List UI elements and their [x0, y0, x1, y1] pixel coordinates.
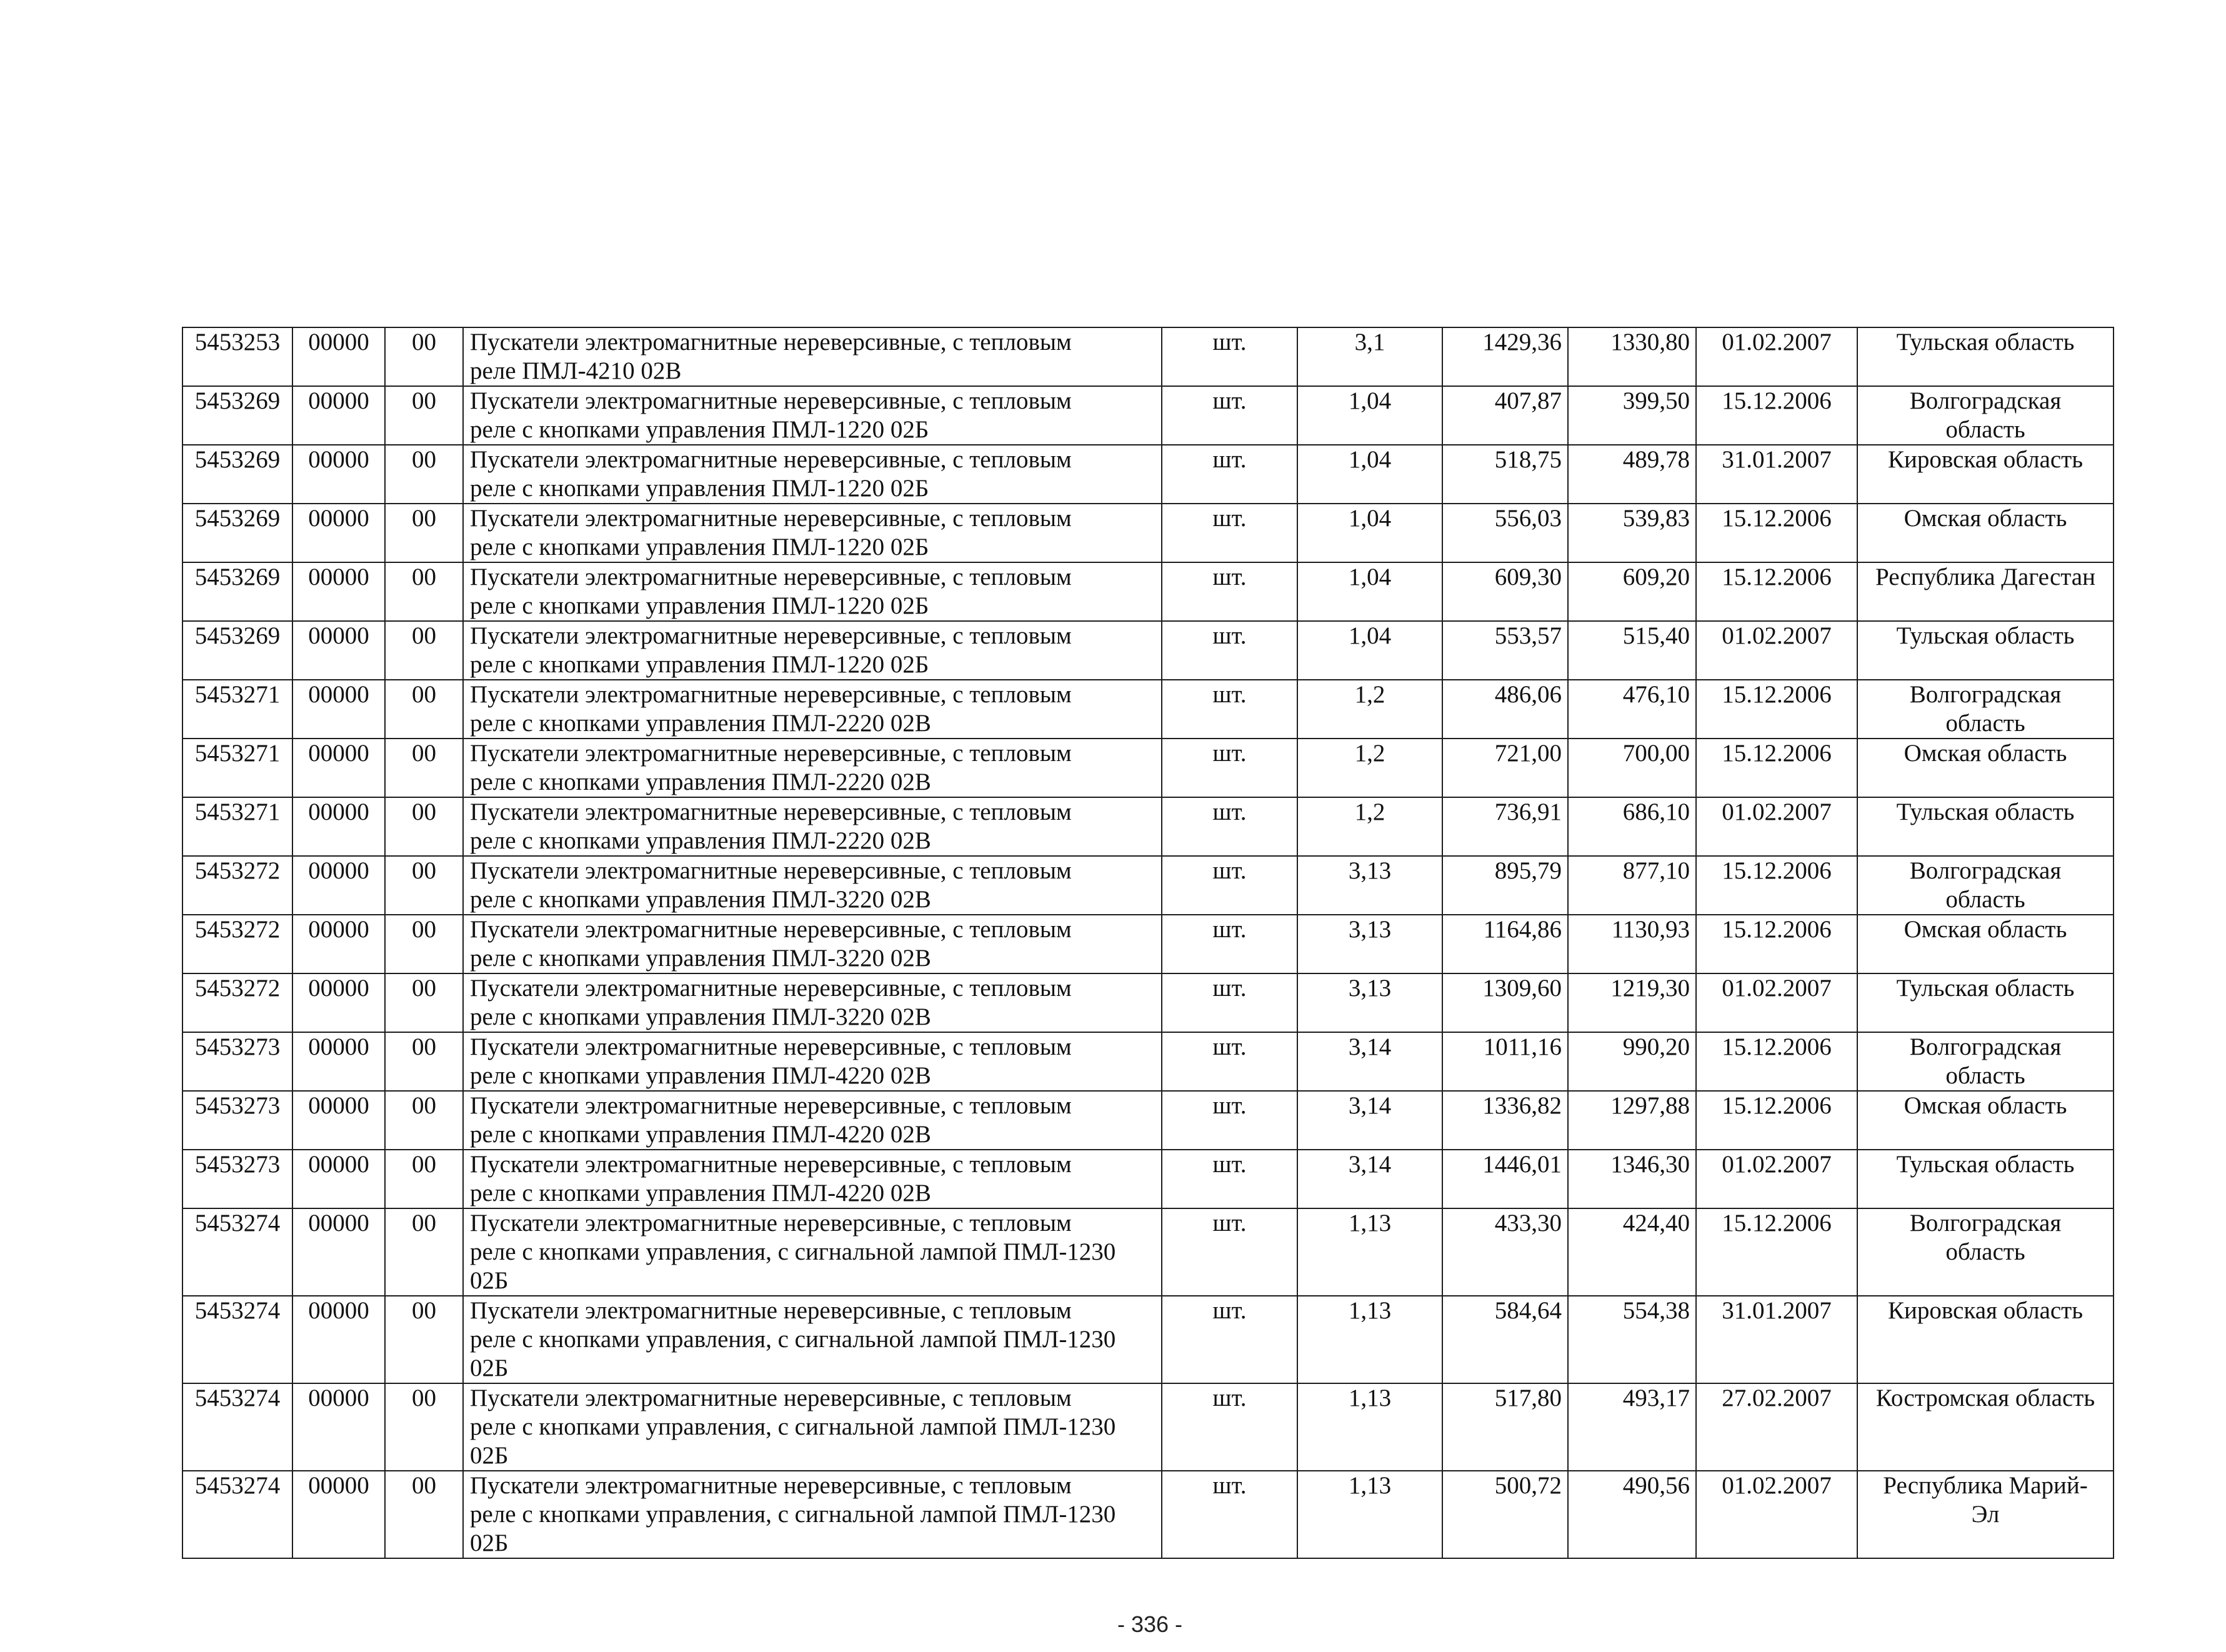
description-line: 02Б — [470, 1530, 509, 1556]
table-row — [182, 856, 2114, 915]
price-a-cell: 500,72 — [1442, 1471, 1568, 1558]
date-cell: 15.12.2006 — [1696, 1091, 1857, 1150]
description-cell — [463, 1296, 1162, 1383]
region-cell — [1857, 1296, 2114, 1383]
unit-cell: шт. — [1162, 1383, 1297, 1471]
table-row — [182, 1471, 2114, 1558]
region-line: Кировская область — [1887, 446, 2084, 473]
variant-cell: 00 — [385, 1150, 463, 1208]
unit-cell: шт. — [1162, 973, 1297, 1032]
price-b-cell: 424,40 — [1568, 1208, 1696, 1296]
region-line: Омская область — [1904, 1092, 2067, 1119]
table-row — [182, 327, 2114, 386]
description-cell — [463, 1150, 1162, 1208]
price-b-cell: 490,56 — [1568, 1471, 1696, 1558]
price-b-cell: 539,83 — [1568, 504, 1696, 562]
region-line: Костромская область — [1875, 1385, 2095, 1411]
region-cell — [1857, 562, 2114, 621]
factor-cell: 3,13 — [1297, 973, 1442, 1032]
price-b-cell: 493,17 — [1568, 1383, 1696, 1471]
description-cell — [463, 1032, 1162, 1091]
region-line: Волгоградская — [1909, 681, 2062, 708]
description-line: реле с кнопками управления ПМЛ-3220 02В — [470, 1003, 931, 1030]
price-a-cell: 1011,16 — [1442, 1032, 1568, 1091]
price-a-cell: 517,80 — [1442, 1383, 1568, 1471]
description-cell — [463, 562, 1162, 621]
description-cell — [463, 504, 1162, 562]
factor-cell: 1,2 — [1297, 739, 1442, 797]
region-cell — [1857, 739, 2114, 797]
variant-cell: 00 — [385, 797, 463, 856]
factor-cell: 1,13 — [1297, 1208, 1442, 1296]
description-line: Пускатели электромагнитные нереверсивные, с тепловым — [470, 1472, 1072, 1499]
subcode-cell: 00000 — [292, 386, 385, 445]
price-b-cell: 515,40 — [1568, 621, 1696, 680]
price-b-cell: 700,00 — [1568, 739, 1696, 797]
factor-cell: 1,04 — [1297, 504, 1442, 562]
factor-cell: 3,13 — [1297, 856, 1442, 915]
description-line: реле с кнопками управления, с сигнальной лампой ПМЛ-1230 — [470, 1326, 1116, 1353]
region-cell — [1857, 680, 2114, 739]
factor-cell: 1,04 — [1297, 562, 1442, 621]
price-a-cell: 1309,60 — [1442, 973, 1568, 1032]
factor-cell: 1,2 — [1297, 797, 1442, 856]
region-cell — [1857, 797, 2114, 856]
variant-cell: 00 — [385, 1032, 463, 1091]
description-line: реле с кнопками управления ПМЛ-3220 02В — [470, 886, 931, 913]
price-b-cell: 877,10 — [1568, 856, 1696, 915]
description-line: Пускатели электромагнитные нереверсивные, с тепловым — [470, 329, 1072, 356]
region-cell — [1857, 445, 2114, 504]
variant-cell: 00 — [385, 504, 463, 562]
code-cell: 5453272 — [182, 973, 292, 1032]
price-a-cell: 1164,86 — [1442, 915, 1568, 973]
subcode-cell: 00000 — [292, 504, 385, 562]
description-line: Пускатели электромагнитные нереверсивные, с тепловым — [470, 857, 1072, 884]
description-line: реле с кнопками управления ПМЛ-1220 02Б — [470, 592, 929, 619]
table-row — [182, 1032, 2114, 1091]
description-line: 02Б — [470, 1355, 509, 1381]
table-row — [182, 1383, 2114, 1471]
variant-cell: 00 — [385, 327, 463, 386]
price-b-cell: 1219,30 — [1568, 973, 1696, 1032]
description-cell — [463, 1208, 1162, 1296]
region-cell — [1857, 327, 2114, 386]
region-line: Омская область — [1904, 740, 2067, 767]
region-line: Республика Марий- — [1883, 1472, 2088, 1499]
subcode-cell: 00000 — [292, 680, 385, 739]
unit-cell: шт. — [1162, 1091, 1297, 1150]
description-cell — [463, 739, 1162, 797]
description-line: реле с кнопками управления ПМЛ-2220 02В — [470, 769, 931, 795]
price-b-cell: 489,78 — [1568, 445, 1696, 504]
description-line: Пускатели электромагнитные нереверсивные, с тепловым — [470, 916, 1072, 943]
unit-cell: шт. — [1162, 1296, 1297, 1383]
region-line: Волгоградская — [1909, 857, 2062, 884]
price-a-cell: 407,87 — [1442, 386, 1568, 445]
description-cell — [463, 327, 1162, 386]
description-line: реле с кнопками управления ПМЛ-3220 02В — [470, 945, 931, 972]
price-a-cell: 1429,36 — [1442, 327, 1568, 386]
price-b-cell: 1130,93 — [1568, 915, 1696, 973]
price-a-cell: 518,75 — [1442, 445, 1568, 504]
factor-cell: 3,14 — [1297, 1032, 1442, 1091]
description-line: Пускатели электромагнитные нереверсивные, с тепловым — [470, 1092, 1072, 1119]
factor-cell: 1,04 — [1297, 445, 1442, 504]
variant-cell: 00 — [385, 1296, 463, 1383]
variant-cell: 00 — [385, 739, 463, 797]
description-line: Пускатели электромагнитные нереверсивные, с тепловым — [470, 622, 1072, 649]
code-cell: 5453274 — [182, 1383, 292, 1471]
date-cell: 27.02.2007 — [1696, 1383, 1857, 1471]
unit-cell: шт. — [1162, 1208, 1297, 1296]
subcode-cell: 00000 — [292, 327, 385, 386]
description-line: 02Б — [470, 1267, 509, 1294]
price-b-cell: 554,38 — [1568, 1296, 1696, 1383]
price-a-cell: 584,64 — [1442, 1296, 1568, 1383]
variant-cell: 00 — [385, 445, 463, 504]
region-line: Омская область — [1904, 505, 2067, 532]
unit-cell: шт. — [1162, 445, 1297, 504]
variant-cell: 00 — [385, 856, 463, 915]
description-line: реле с кнопками управления ПМЛ-1220 02Б — [470, 416, 929, 443]
price-a-cell: 553,57 — [1442, 621, 1568, 680]
region-line: Тульская область — [1896, 799, 2075, 825]
subcode-cell: 00000 — [292, 1150, 385, 1208]
factor-cell: 1,13 — [1297, 1296, 1442, 1383]
table-row — [182, 680, 2114, 739]
description-line: Пускатели электромагнитные нереверсивные, с тепловым — [470, 387, 1072, 414]
variant-cell: 00 — [385, 386, 463, 445]
price-b-cell: 476,10 — [1568, 680, 1696, 739]
subcode-cell: 00000 — [292, 1032, 385, 1091]
description-line: реле с кнопками управления ПМЛ-1220 02Б — [470, 475, 929, 502]
subcode-cell: 00000 — [292, 1296, 385, 1383]
description-line: реле с кнопками управления, с сигнальной лампой ПМЛ-1230 — [470, 1413, 1116, 1440]
table-row — [182, 1091, 2114, 1150]
price-a-cell: 895,79 — [1442, 856, 1568, 915]
price-a-cell: 486,06 — [1442, 680, 1568, 739]
description-cell — [463, 680, 1162, 739]
date-cell: 01.02.2007 — [1696, 1471, 1857, 1558]
table-row — [182, 973, 2114, 1032]
price-a-cell: 1336,82 — [1442, 1091, 1568, 1150]
description-line: реле с кнопками управления ПМЛ-1220 02Б — [470, 534, 929, 560]
table-row — [182, 797, 2114, 856]
code-cell: 5453273 — [182, 1091, 292, 1150]
description-line: Пускатели электромагнитные нереверсивные, с тепловым — [470, 681, 1072, 708]
date-cell: 01.02.2007 — [1696, 973, 1857, 1032]
code-cell: 5453269 — [182, 621, 292, 680]
table-body — [182, 327, 2114, 1558]
date-cell: 31.01.2007 — [1696, 445, 1857, 504]
date-cell: 15.12.2006 — [1696, 386, 1857, 445]
price-a-cell: 609,30 — [1442, 562, 1568, 621]
description-line: Пускатели электромагнитные нереверсивные, с тепловым — [470, 1151, 1072, 1178]
description-line: реле с кнопками управления ПМЛ-4220 02В — [470, 1062, 931, 1089]
region-line: Тульская область — [1896, 975, 2075, 1002]
variant-cell: 00 — [385, 1091, 463, 1150]
subcode-cell: 00000 — [292, 1471, 385, 1558]
description-line: Пускатели электромагнитные нереверсивные, с тепловым — [470, 740, 1072, 767]
subcode-cell: 00000 — [292, 739, 385, 797]
description-line: Пускатели электромагнитные нереверсивные, с тепловым — [470, 446, 1072, 473]
date-cell: 01.02.2007 — [1696, 1150, 1857, 1208]
price-b-cell: 1297,88 — [1568, 1091, 1696, 1150]
unit-cell: шт. — [1162, 797, 1297, 856]
unit-cell: шт. — [1162, 739, 1297, 797]
description-line: реле с кнопками управления ПМЛ-2220 02В — [470, 710, 931, 737]
description-cell — [463, 386, 1162, 445]
description-line: реле с кнопками управления ПМЛ-1220 02Б — [470, 651, 929, 678]
table-row — [182, 504, 2114, 562]
description-line: Пускатели электромагнитные нереверсивные, с тепловым — [470, 1210, 1072, 1237]
region-line: Тульская область — [1896, 1151, 2075, 1178]
region-line: Волгоградская — [1909, 1033, 2062, 1060]
description-line: реле с кнопками управления, с сигнальной лампой ПМЛ-1230 — [470, 1501, 1116, 1528]
price-a-cell: 736,91 — [1442, 797, 1568, 856]
region-line: Кировская область — [1887, 1297, 2084, 1324]
region-line: Волгоградская — [1909, 387, 2062, 414]
price-b-cell: 1330,80 — [1568, 327, 1696, 386]
table-row — [182, 445, 2114, 504]
unit-cell: шт. — [1162, 621, 1297, 680]
date-cell: 31.01.2007 — [1696, 1296, 1857, 1383]
region-line: Республика Дагестан — [1875, 564, 2095, 590]
page-number: - 336 - — [1117, 1611, 1183, 1637]
date-cell: 01.02.2007 — [1696, 327, 1857, 386]
code-cell: 5453272 — [182, 856, 292, 915]
code-cell: 5453269 — [182, 445, 292, 504]
table-row — [182, 1150, 2114, 1208]
description-line: Пускатели электромагнитные нереверсивные, с тепловым — [470, 975, 1072, 1002]
variant-cell: 00 — [385, 680, 463, 739]
unit-cell: шт. — [1162, 1150, 1297, 1208]
price-a-cell: 433,30 — [1442, 1208, 1568, 1296]
subcode-cell: 00000 — [292, 856, 385, 915]
description-line: Пускатели электромагнитные нереверсивные, с тепловым — [470, 564, 1072, 590]
unit-cell: шт. — [1162, 562, 1297, 621]
subcode-cell: 00000 — [292, 445, 385, 504]
variant-cell: 00 — [385, 621, 463, 680]
table-row — [182, 1208, 2114, 1296]
region-line: Волгоградская — [1909, 1210, 2062, 1237]
region-cell — [1857, 1032, 2114, 1091]
region-line: область — [1945, 710, 2025, 737]
table-row — [182, 621, 2114, 680]
code-cell: 5453273 — [182, 1032, 292, 1091]
date-cell: 15.12.2006 — [1696, 739, 1857, 797]
region-line: область — [1945, 886, 2025, 913]
code-cell: 5453274 — [182, 1208, 292, 1296]
table-row — [182, 562, 2114, 621]
variant-cell: 00 — [385, 973, 463, 1032]
region-line: Тульская область — [1896, 329, 2075, 356]
table-row — [182, 739, 2114, 797]
price-a-cell: 556,03 — [1442, 504, 1568, 562]
date-cell: 01.02.2007 — [1696, 621, 1857, 680]
region-cell — [1857, 1091, 2114, 1150]
date-cell: 15.12.2006 — [1696, 1208, 1857, 1296]
code-cell: 5453269 — [182, 386, 292, 445]
description-line: Пускатели электромагнитные нереверсивные, с тепловым — [470, 505, 1072, 532]
table-row — [182, 1296, 2114, 1383]
factor-cell: 1,04 — [1297, 386, 1442, 445]
date-cell: 15.12.2006 — [1696, 504, 1857, 562]
price-a-cell: 1446,01 — [1442, 1150, 1568, 1208]
region-line: область — [1945, 1062, 2025, 1089]
subcode-cell: 00000 — [292, 915, 385, 973]
code-cell: 5453269 — [182, 504, 292, 562]
description-line: Пускатели электромагнитные нереверсивные, с тепловым — [470, 1033, 1072, 1060]
description-cell — [463, 797, 1162, 856]
description-line: Пускатели электромагнитные нереверсивные, с тепловым — [470, 799, 1072, 825]
date-cell: 01.02.2007 — [1696, 797, 1857, 856]
factor-cell: 3,1 — [1297, 327, 1442, 386]
variant-cell: 00 — [385, 915, 463, 973]
region-line: Тульская область — [1896, 622, 2075, 649]
factor-cell: 1,13 — [1297, 1471, 1442, 1558]
region-cell — [1857, 1208, 2114, 1296]
price-b-cell: 399,50 — [1568, 386, 1696, 445]
description-cell — [463, 1383, 1162, 1471]
region-cell — [1857, 856, 2114, 915]
description-line: реле ПМЛ-4210 02В — [470, 357, 682, 384]
variant-cell: 00 — [385, 562, 463, 621]
variant-cell: 00 — [385, 1383, 463, 1471]
code-cell: 5453272 — [182, 915, 292, 973]
unit-cell: шт. — [1162, 1032, 1297, 1091]
price-b-cell: 609,20 — [1568, 562, 1696, 621]
description-cell — [463, 915, 1162, 973]
variant-cell: 00 — [385, 1471, 463, 1558]
region-cell — [1857, 1150, 2114, 1208]
unit-cell: шт. — [1162, 680, 1297, 739]
region-cell — [1857, 1383, 2114, 1471]
description-line: реле с кнопками управления ПМЛ-4220 02В — [470, 1180, 931, 1207]
description-cell — [463, 1091, 1162, 1150]
subcode-cell: 00000 — [292, 973, 385, 1032]
code-cell: 5453274 — [182, 1296, 292, 1383]
code-cell: 5453271 — [182, 739, 292, 797]
date-cell: 15.12.2006 — [1696, 915, 1857, 973]
region-line: Омская область — [1904, 916, 2067, 943]
description-line: реле с кнопками управления ПМЛ-2220 02В — [470, 827, 931, 854]
description-cell — [463, 1471, 1162, 1558]
factor-cell: 1,2 — [1297, 680, 1442, 739]
unit-cell: шт. — [1162, 504, 1297, 562]
price-a-cell: 721,00 — [1442, 739, 1568, 797]
region-line: Эл — [1971, 1501, 2000, 1528]
region-cell — [1857, 915, 2114, 973]
subcode-cell: 00000 — [292, 1383, 385, 1471]
subcode-cell: 00000 — [292, 1091, 385, 1150]
date-cell: 15.12.2006 — [1696, 562, 1857, 621]
unit-cell: шт. — [1162, 915, 1297, 973]
description-cell — [463, 856, 1162, 915]
region-cell — [1857, 973, 2114, 1032]
price-b-cell: 990,20 — [1568, 1032, 1696, 1091]
unit-cell: шт. — [1162, 386, 1297, 445]
price-b-cell: 686,10 — [1568, 797, 1696, 856]
code-cell: 5453271 — [182, 680, 292, 739]
region-cell — [1857, 386, 2114, 445]
table-row — [182, 386, 2114, 445]
region-line: область — [1945, 1238, 2025, 1265]
description-line: реле с кнопками управления, с сигнальной лампой ПМЛ-1230 — [470, 1238, 1116, 1265]
date-cell: 15.12.2006 — [1696, 856, 1857, 915]
factor-cell: 1,04 — [1297, 621, 1442, 680]
description-cell — [463, 621, 1162, 680]
factor-cell: 3,14 — [1297, 1150, 1442, 1208]
price-table — [182, 327, 2114, 1559]
description-line: 02Б — [470, 1442, 509, 1469]
region-cell — [1857, 1471, 2114, 1558]
description-cell — [463, 445, 1162, 504]
table-row — [182, 915, 2114, 973]
description-line: реле с кнопками управления ПМЛ-4220 02В — [470, 1121, 931, 1148]
price-b-cell: 1346,30 — [1568, 1150, 1696, 1208]
code-cell: 5453274 — [182, 1471, 292, 1558]
description-line: Пускатели электромагнитные нереверсивные, с тепловым — [470, 1297, 1072, 1324]
description-cell — [463, 973, 1162, 1032]
factor-cell: 3,14 — [1297, 1091, 1442, 1150]
subcode-cell: 00000 — [292, 562, 385, 621]
code-cell: 5453271 — [182, 797, 292, 856]
factor-cell: 1,13 — [1297, 1383, 1442, 1471]
region-line: область — [1945, 416, 2025, 443]
unit-cell: шт. — [1162, 327, 1297, 386]
code-cell: 5453269 — [182, 562, 292, 621]
region-cell — [1857, 504, 2114, 562]
variant-cell: 00 — [385, 1208, 463, 1296]
code-cell: 5453273 — [182, 1150, 292, 1208]
subcode-cell: 00000 — [292, 621, 385, 680]
description-line: Пускатели электромагнитные нереверсивные, с тепловым — [470, 1385, 1072, 1411]
unit-cell: шт. — [1162, 856, 1297, 915]
date-cell: 15.12.2006 — [1696, 1032, 1857, 1091]
unit-cell: шт. — [1162, 1471, 1297, 1558]
subcode-cell: 00000 — [292, 1208, 385, 1296]
date-cell: 15.12.2006 — [1696, 680, 1857, 739]
factor-cell: 3,13 — [1297, 915, 1442, 973]
code-cell: 5453253 — [182, 327, 292, 386]
subcode-cell: 00000 — [292, 797, 385, 856]
region-cell — [1857, 621, 2114, 680]
